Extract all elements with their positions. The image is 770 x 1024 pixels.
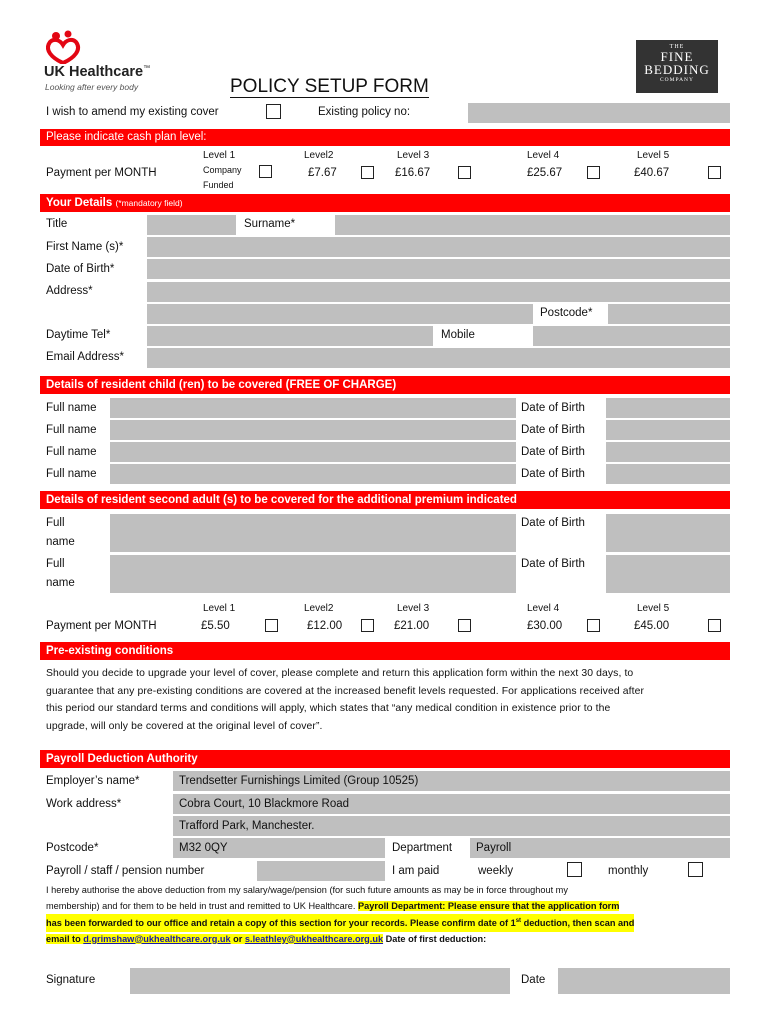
email-input[interactable]: [147, 348, 730, 368]
cash-level-1-note1: Company: [203, 165, 242, 175]
daytime-tel-input[interactable]: [147, 326, 433, 346]
monthly-checkbox[interactable]: [688, 862, 703, 877]
child-4-dob-input[interactable]: [606, 464, 730, 484]
address-input-line-2[interactable]: [147, 304, 533, 324]
payroll-postcode-input[interactable]: M32 0QY: [173, 838, 385, 858]
child-3-dob-label: Date of Birth: [521, 446, 585, 458]
title-label: Title: [46, 218, 68, 230]
pre-existing-line-3: this period our standard terms and conditions will apply, which states that “any medical condition in existence prior to the: [46, 703, 611, 714]
mobile-input[interactable]: [533, 326, 730, 346]
mandatory-note: (*mandatory field): [115, 198, 183, 208]
adult-level-5-label: Level 5: [637, 603, 670, 614]
title-input[interactable]: [147, 215, 236, 235]
adult-level-2-label: Level2: [304, 603, 334, 614]
cash-level-2-checkbox[interactable]: [361, 166, 374, 179]
adult-level-3-price: £21.00: [394, 620, 430, 632]
cash-level-4-label: Level 4: [527, 150, 560, 161]
first-deduction-label: Date of first deduction:: [383, 933, 487, 944]
adult-level-1-label: Level 1: [203, 603, 236, 614]
pre-existing-line-1: Should you decide to upgrade your level of cover, please complete and return this application form within the next 30 days, to: [46, 668, 634, 679]
adult-1-dob-input[interactable]: [606, 514, 730, 552]
cash-level-3-checkbox[interactable]: [458, 166, 471, 179]
adult-2-full-label: Full: [46, 558, 65, 570]
monthly-label: monthly: [608, 865, 649, 877]
child-2-dob-input[interactable]: [606, 420, 730, 440]
pre-existing-line-4: upgrade, will only be covered at the original level of cover”.: [46, 720, 323, 732]
cash-level-3-price: £16.67: [395, 167, 431, 179]
surname-input[interactable]: [335, 215, 730, 235]
cash-level-2-label: Level2: [304, 150, 334, 161]
i-am-paid-label: I am paid: [392, 865, 440, 877]
authorisation-line-2a: membership) and for them to be held in trust and remitted to UK Healthcare.: [46, 900, 359, 911]
department-label: Department: [392, 842, 453, 854]
adult-level-2-checkbox[interactable]: [361, 619, 374, 632]
adult-level-4-checkbox[interactable]: [587, 619, 600, 632]
child-2-name-label: Full name: [46, 424, 97, 436]
date-input[interactable]: [558, 968, 730, 994]
cash-level-1-checkbox[interactable]: [259, 165, 272, 178]
authorisation-line-3a: has been forwarded to our office and retain a copy of this section for your records. Please confirm date of 1: [46, 918, 516, 929]
your-details-heading: [40, 194, 730, 212]
adult-level-2-price: £12.00: [307, 620, 343, 632]
adult-2-name-input[interactable]: [110, 555, 516, 593]
your-details-title: Your Details: [46, 197, 113, 209]
child-2-name-input[interactable]: [110, 420, 516, 440]
adult-1-full-label: Full: [46, 517, 65, 529]
authorisation-text: [46, 883, 736, 947]
child-3-dob-input[interactable]: [606, 442, 730, 462]
logo-line-company: COMPANY: [659, 77, 694, 83]
brand-tm: ™: [143, 65, 151, 73]
adult-2-name-label: name: [46, 577, 75, 589]
payroll-department-notice: Payroll Department: Please ensure that the application form: [358, 900, 620, 911]
existing-policy-label: Existing policy no:: [318, 106, 411, 118]
adult-level-4-price: £30.00: [527, 620, 563, 632]
pre-existing-paragraph: [46, 665, 730, 735]
payroll-heading: Payroll Deduction Authority: [40, 750, 730, 768]
child-3-name-input[interactable]: [110, 442, 516, 462]
cash-level-4-checkbox[interactable]: [587, 166, 600, 179]
email-link-leathley[interactable]: s.leathley@ukhealthcare.org.uk: [244, 933, 384, 944]
child-4-name-input[interactable]: [110, 464, 516, 484]
staff-number-label: Payroll / staff / pension number: [46, 865, 205, 877]
adult-level-4-label: Level 4: [527, 603, 560, 614]
date-of-birth-label: Date of Birth*: [46, 263, 115, 275]
cash-level-5-checkbox[interactable]: [708, 166, 721, 179]
brand-tagline: Looking after every body: [45, 82, 139, 92]
child-1-name-input[interactable]: [110, 398, 516, 418]
form-title: POLICY SETUP FORM: [230, 76, 429, 97]
fine-bedding-logo: [636, 40, 718, 93]
adult-level-1-price: £5.50: [201, 620, 230, 632]
email-link-grimshaw[interactable]: d.grimshaw@ukhealthcare.org.uk: [83, 933, 231, 944]
authorisation-line-3: [46, 914, 634, 932]
cash-level-2-price: £7.67: [308, 167, 337, 179]
child-4-name-label: Full name: [46, 468, 97, 480]
adult-1-name-label: name: [46, 536, 75, 548]
weekly-label: weekly: [478, 865, 514, 877]
work-address-line-2[interactable]: Trafford Park, Manchester.: [173, 816, 730, 836]
cash-level-5-price: £40.67: [634, 167, 670, 179]
pre-existing-heading: Pre-existing conditions: [40, 642, 730, 660]
adult-1-dob-label: Date of Birth: [521, 517, 585, 529]
authorisation-line-2: [46, 899, 736, 915]
second-adult-heading: Details of resident second adult (s) to be covered for the additional premium indicated: [40, 491, 730, 509]
first-name-input[interactable]: [147, 237, 730, 257]
adult-payment-per-month-label: Payment per MONTH: [46, 620, 157, 632]
date-label: Date: [521, 974, 546, 986]
department-input[interactable]: Payroll: [470, 838, 730, 858]
adult-level-5-price: £45.00: [634, 620, 670, 632]
staff-number-input[interactable]: [257, 861, 385, 881]
authorisation-line-1: I hereby authorise the above deduction from my salary/wage/pension (for such future amounts as may be in force throughout my: [46, 885, 568, 895]
uk-healthcare-logo: [44, 30, 174, 96]
weekly-checkbox[interactable]: [567, 862, 582, 877]
email-label: Email Address*: [46, 351, 124, 363]
authorisation-line-3b: deduction, then scan and: [521, 918, 635, 929]
signature-input[interactable]: [130, 968, 510, 994]
logo-line-fine: FINE: [660, 49, 694, 64]
adult-level-5-checkbox[interactable]: [708, 619, 721, 632]
employer-name-label: Employer’s name*: [46, 775, 140, 787]
children-heading: Details of resident child (ren) to be covered (FREE OF CHARGE): [40, 376, 730, 394]
adult-1-name-input[interactable]: [110, 514, 516, 552]
brand-name: UK Healthcare: [44, 64, 144, 80]
logo-line-the: THE: [669, 44, 685, 50]
employer-name-input[interactable]: Trendsetter Furnishings Limited (Group 10525): [173, 771, 730, 791]
cash-plan-heading: Please indicate cash plan level:: [40, 129, 730, 146]
email-or: or: [230, 933, 245, 944]
cash-level-1-label: Level 1: [203, 150, 236, 161]
amend-cover-label: I wish to amend my existing cover: [46, 106, 219, 118]
postcode-input[interactable]: [608, 304, 730, 324]
logo-line-bedding: BEDDING: [644, 62, 710, 77]
adult-level-3-label: Level 3: [397, 603, 430, 614]
signature-label: Signature: [46, 974, 96, 986]
child-1-dob-label: Date of Birth: [521, 402, 585, 414]
authorisation-line-3-sup: st: [515, 918, 522, 924]
cash-level-4-price: £25.67: [527, 167, 563, 179]
heart-figure-icon: [46, 30, 82, 64]
child-1-dob-input[interactable]: [606, 398, 730, 418]
adult-level-1-checkbox[interactable]: [265, 619, 278, 632]
cash-level-5-label: Level 5: [637, 150, 670, 161]
cash-level-3-label: Level 3: [397, 150, 430, 161]
pre-existing-line-2: guarantee that any pre-existing conditions are covered at the increased benefit levels requested. For applications received after: [46, 685, 645, 697]
child-3-name-label: Full name: [46, 446, 97, 458]
child-1-name-label: Full name: [46, 402, 97, 414]
surname-label: Surname*: [244, 218, 296, 230]
work-address-label: Work address*: [46, 798, 122, 810]
payment-per-month-label: Payment per MONTH: [46, 167, 157, 179]
date-of-birth-input[interactable]: [147, 259, 730, 279]
payroll-postcode-label: Postcode*: [46, 842, 99, 854]
adult-level-3-checkbox[interactable]: [458, 619, 471, 632]
daytime-tel-label: Daytime Tel*: [46, 329, 111, 341]
email-to-label: email to: [46, 933, 84, 944]
work-address-line-1[interactable]: Cobra Court, 10 Blackmore Road: [173, 794, 730, 814]
first-name-label: First Name (s)*: [46, 241, 124, 253]
cash-level-1-note2: Funded: [203, 180, 234, 190]
existing-policy-input[interactable]: [468, 103, 730, 123]
adult-2-dob-input[interactable]: [606, 555, 730, 593]
postcode-label: Postcode*: [540, 307, 593, 319]
adult-2-dob-label: Date of Birth: [521, 558, 585, 570]
authorisation-line-4: [46, 932, 736, 948]
address-input-line-1[interactable]: [147, 282, 730, 302]
mobile-label: Mobile: [441, 329, 475, 341]
child-2-dob-label: Date of Birth: [521, 424, 585, 436]
child-4-dob-label: Date of Birth: [521, 468, 585, 480]
amend-cover-checkbox[interactable]: [266, 104, 281, 119]
address-label: Address*: [46, 285, 93, 297]
